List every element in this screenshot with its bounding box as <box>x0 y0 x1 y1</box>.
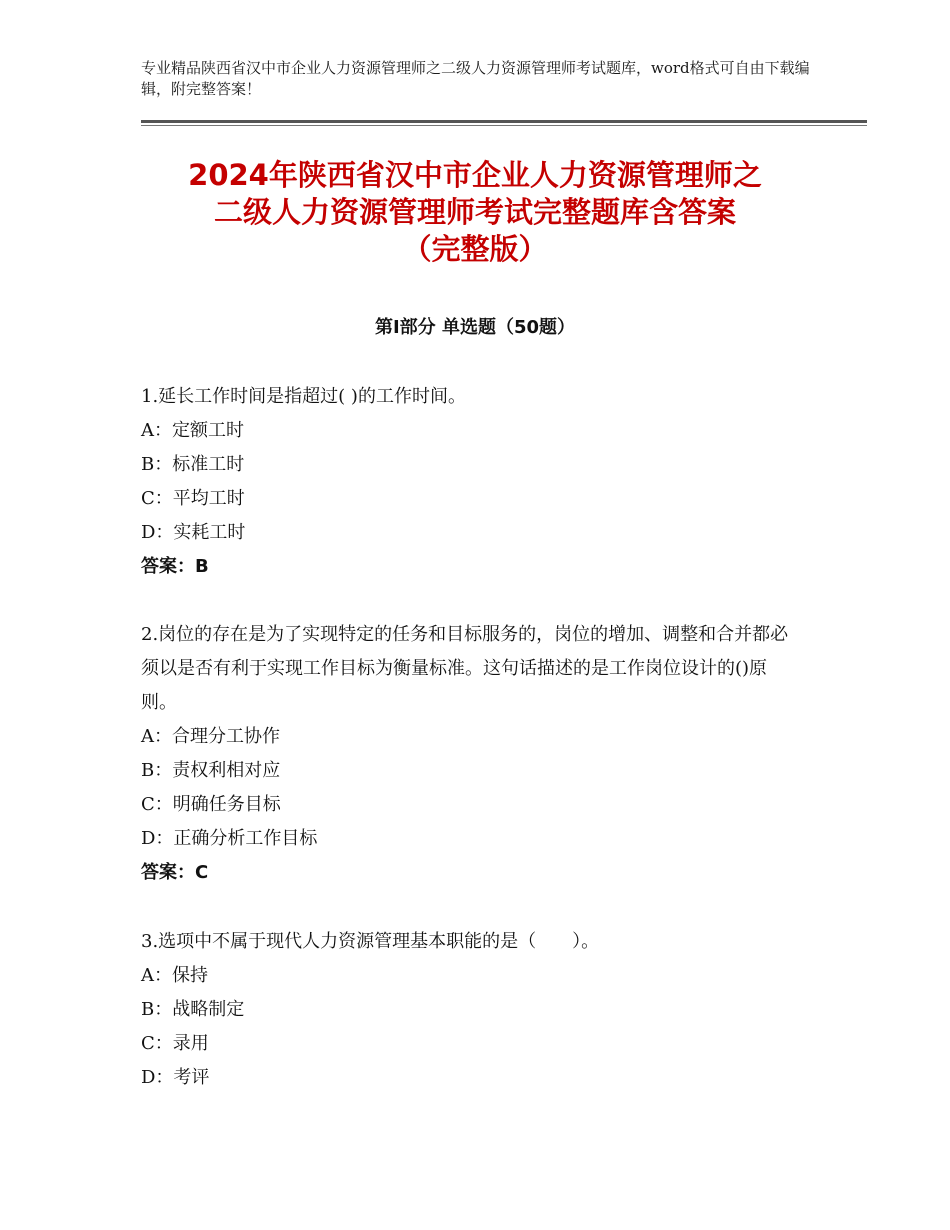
question-option-b: B：战略制定 <box>141 999 245 1020</box>
section-heading: 第Ⅰ部分 单选题（50题） <box>374 317 575 338</box>
question-2 <box>141 618 801 890</box>
question-option-c: C：平均工时 <box>141 488 245 509</box>
question-option-a: A：定额工时 <box>141 420 244 441</box>
question-1 <box>141 380 801 584</box>
question-option-c: C：录用 <box>141 1033 209 1054</box>
question-answer: 答案：B <box>141 556 209 577</box>
question-option-d: D：考评 <box>141 1067 210 1088</box>
question-option-a: A：保持 <box>141 965 208 986</box>
question-stem: 1.延长工作时间是指超过( )的工作时间。 <box>141 386 466 407</box>
document-title-line-1: 2024年陕西省汉中市企业人力资源管理师之 <box>188 158 762 192</box>
question-option-a: A：合理分工协作 <box>141 726 280 747</box>
question-option-d: D：正确分析工作目标 <box>141 828 318 849</box>
question-stem: 2.岗位的存在是为了实现特定的任务和目标服务的，岗位的增加、调整和合并都必须以是否有利于实现工作目标为衡量标准。这句话描述的是工作岗位设计的()原则。 <box>141 624 789 713</box>
header-divider-thick <box>141 120 867 123</box>
question-answer: 答案：C <box>141 862 209 883</box>
question-option-b: B：责权利相对应 <box>141 760 281 781</box>
document-title <box>100 157 850 268</box>
header-note: 专业精品陕西省汉中市企业人力资源管理师之二级人力资源管理师考试题库，word格式可自由下载编辑，附完整答案！ <box>141 59 810 98</box>
header-divider-thin <box>141 125 867 126</box>
question-3 <box>141 925 801 1095</box>
document-title-line-3: （完整版） <box>402 232 548 266</box>
question-stem: 3.选项中不属于现代人力资源管理基本职能的是（ ）。 <box>141 931 600 952</box>
question-option-d: D：实耗工时 <box>141 522 246 543</box>
document-title-line-2: 二级人力资源管理师考试完整题库含答案 <box>213 195 736 229</box>
question-option-c: C：明确任务目标 <box>141 794 281 815</box>
question-option-b: B：标准工时 <box>141 454 245 475</box>
